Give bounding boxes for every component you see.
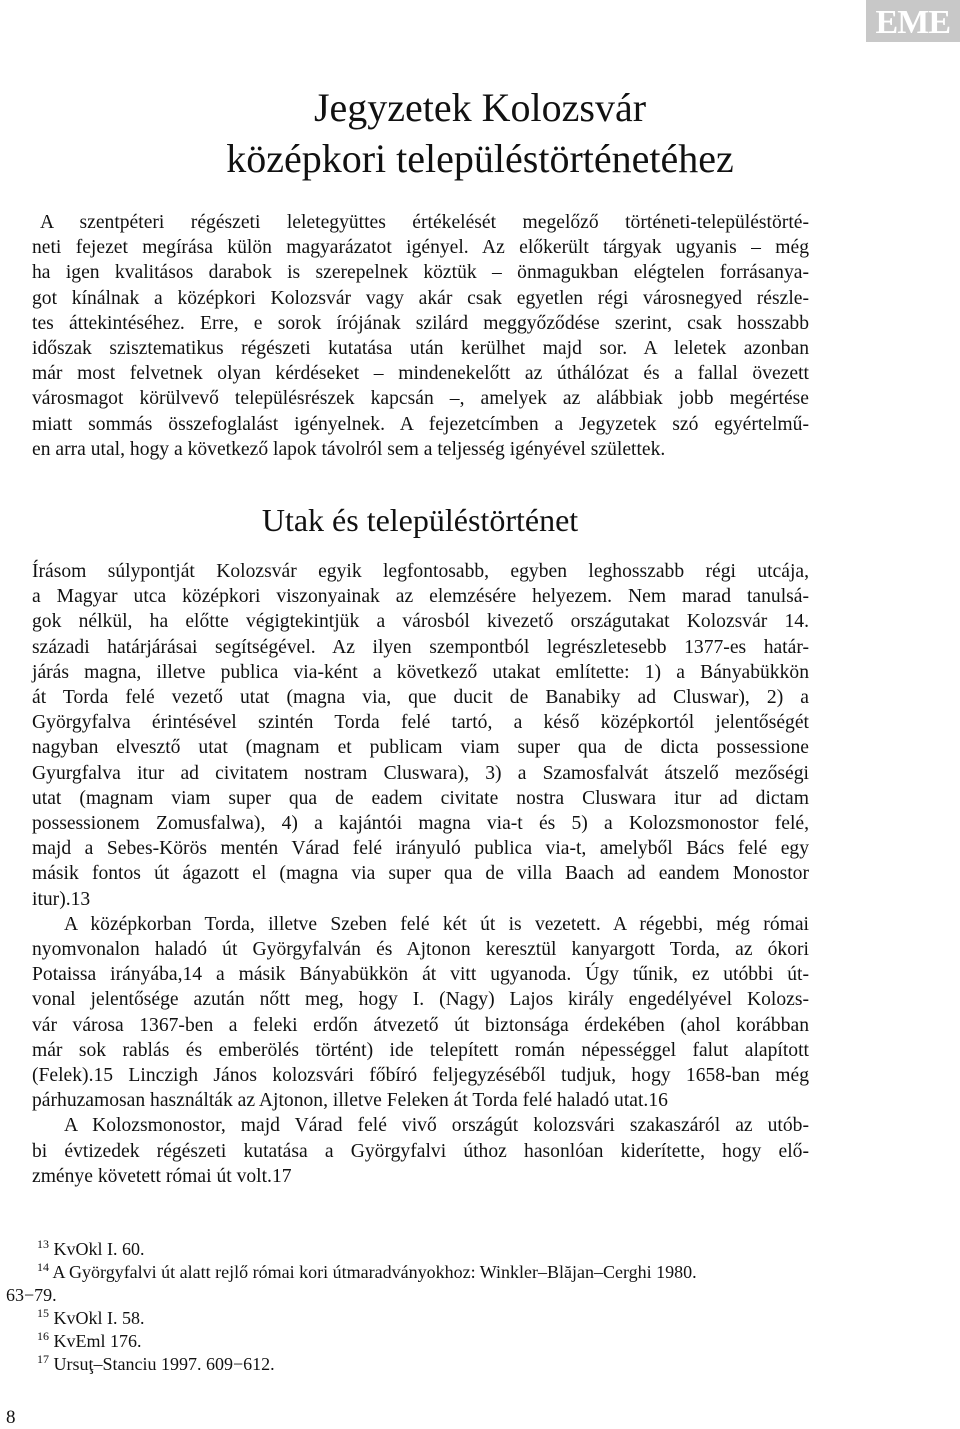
text-line: bi évtizedek régészeti kutatása a Györgyfalvi úthoz hasonlóan kiderítette, hogy elő-: [32, 1140, 809, 1162]
text-line: Gyurgfalva itur ad civitatem nostram Cluswara), 3) a Szamosfalvát átszelő mezőségi: [32, 762, 809, 784]
text-line: neti fejezet megírása külön magyarázatot igényel. Az előkerült tárgyak ugyanis – még: [32, 237, 809, 259]
text-line: tes áttekintéséhez. Erre, e sorok írójának szilárd meggyőződése szerint, csak hosszabb: [32, 312, 809, 334]
publisher-logo: EME: [866, 0, 960, 42]
footnote-number: 17: [37, 1352, 49, 1366]
chapter-title-line-2: középkori településtörténetéhez: [226, 136, 734, 181]
footnote-text: 63−79.: [6, 1285, 57, 1305]
text-line: századi határjárásai segítségével. Az ilyen szempontból legrészletesebb 1377-es határ-: [32, 636, 809, 658]
text-line: utat (magnam viam super qua de eadem civitate nostra Cluswara itur ad dictam: [32, 787, 809, 809]
body-text: [32, 559, 809, 1189]
footnote-text: Ursuţ–Stanciu 1997. 609−612.: [53, 1354, 275, 1374]
footnote-text: KvOkl I. 58.: [53, 1308, 145, 1328]
footnote-number: 13: [37, 1237, 49, 1251]
text-line: Györgyfalva érintésével szintén Torda felé tartó, a késő középkortól jelentőségét: [32, 712, 809, 734]
text-line: másik fontos út ágazott el (magna via super qua de villa Baach ad eandem Monostor: [32, 863, 809, 885]
text-line: időszak szisztematikus régészeti kutatása után kerülhet majd sor. A leletek azonban: [32, 338, 809, 360]
footnote: [0, 1307, 877, 1329]
text-line: gok nélkül, ha előtte végigtekintjük a városból kivezető országutakat Kolozsvár 14.: [32, 611, 809, 633]
text-line: városmagot körülvevő településrészek kapcsán –, amelyek az alábbiak jobb megértése: [32, 388, 809, 410]
chapter-title: [0, 82, 960, 184]
text-line: A Kolozsmonostor, majd Várad felé vivő országút kolozsvári szakaszáról az utób-: [64, 1115, 809, 1137]
intro-paragraph: [32, 210, 809, 462]
chapter-title-line-1: Jegyzetek Kolozsvár: [313, 85, 647, 130]
text-line: got kínálnak a középkori Kolozsvár vagy akár csak egyetlen régi városnegyed részle-: [32, 287, 809, 309]
footnote-text: KvEml 176.: [53, 1331, 142, 1351]
text-line: Potaissa irányába,14 a másik Bányabükkön át vitt ugyanoda. Úgy tűnik, ez utóbbi út-: [32, 964, 809, 986]
text-line: majd a Sebes-Körös mentén Várad felé irányuló publica via-t, amelyből Bács felé egy: [32, 838, 809, 860]
footnote-text: KvOkl I. 60.: [53, 1239, 145, 1259]
footnote: [0, 1238, 877, 1260]
text-line: a Magyar utca középkori viszonyainak az elemzésére helyezem. Nem marad tanulsá-: [32, 586, 809, 608]
text-line: már most felvetnek olyan kérdéseket – mindenekelőtt az úthálózat és a fallal övezett: [32, 363, 809, 385]
footnote-number: 14: [37, 1260, 49, 1274]
text-line: ha igen kvalitásos darabok is szerepelnek köztük – önmagukban elégtelen forrásanya-: [32, 262, 809, 284]
text-line: Írásom súlypontját Kolozsvár egyik legfontosabb, egyben leghosszabb régi utcája,: [32, 561, 809, 582]
text-line: már sok rablás és emberölés történt) ide telepített román népességgel falut alapított: [32, 1039, 809, 1061]
text-line: nagyban elvesztő utat (magnam et publicam viam super qua de dicta possessione: [32, 737, 809, 759]
text-line: vár városa 1367-ben a feleki erdőn átvezető út biztonsága érdekében (ahol korábban: [32, 1014, 809, 1036]
footnote: [0, 1330, 877, 1352]
footnote: [0, 1353, 877, 1375]
text-line: A középkorban Torda, illetve Szeben felé két út is vezetett. A régebbi, még római: [64, 913, 809, 935]
text-line: possessionem Zomusfalwa), 4) a kajántói magna via-t és 5) a Kolozsmonostor felé,: [32, 813, 809, 835]
footnote-text: A Györgyfalvi út alatt rejlő római kori útmaradványokhoz: Winkler–Blăjan–Cerghi 1980.: [52, 1262, 697, 1282]
page-number: 8: [6, 1407, 16, 1428]
text-line: párhuzamosan használták az Ajtonon, illetve Feleken át Torda felé haladó utat.16: [32, 1090, 668, 1112]
text-line: A szentpéteri régészeti leletegyüttes értékelését megelőző történeti-településtörté-: [40, 212, 809, 233]
footnote-number: 16: [37, 1329, 49, 1343]
section-heading: Utak és településtörténet: [261, 502, 579, 538]
text-line: miatt sommás összefoglalást igényelnek. A fejezetcímben a Jegyzetek szó egyértelmű-: [32, 413, 809, 435]
text-line: zménye követett római út volt.17: [32, 1165, 292, 1187]
footnote-continuation: [0, 1284, 846, 1306]
text-line: itur).13: [32, 888, 91, 910]
text-line: járás magna, illetve publica via-ként a következő utakat említette: 1) a Bányabükkön: [32, 661, 809, 683]
footnote-number: 15: [37, 1306, 49, 1320]
footnote: [0, 1261, 877, 1283]
text-line: nyomvonalon haladó út Györgyfalván és Ajtonon keresztül kanyargott Torda, az ókori: [32, 939, 809, 961]
text-line: vonal jelentősége azután nőtt meg, hogy I. (Nagy) Lajos király engedélyével Kolozs-: [32, 989, 809, 1011]
text-line: (Felek).15 Linczigh János kolozsvári főbíró feljegyzéséből tudjuk, hogy 1658-ban még: [32, 1065, 809, 1087]
text-line: át Torda felé vezető utat (magna via, que ducit de Banabiky ad Cluswar), 2) a: [32, 687, 809, 709]
text-line: en arra utal, hogy a következő lapok távolról sem a teljesség igényével születtek.: [32, 438, 666, 460]
